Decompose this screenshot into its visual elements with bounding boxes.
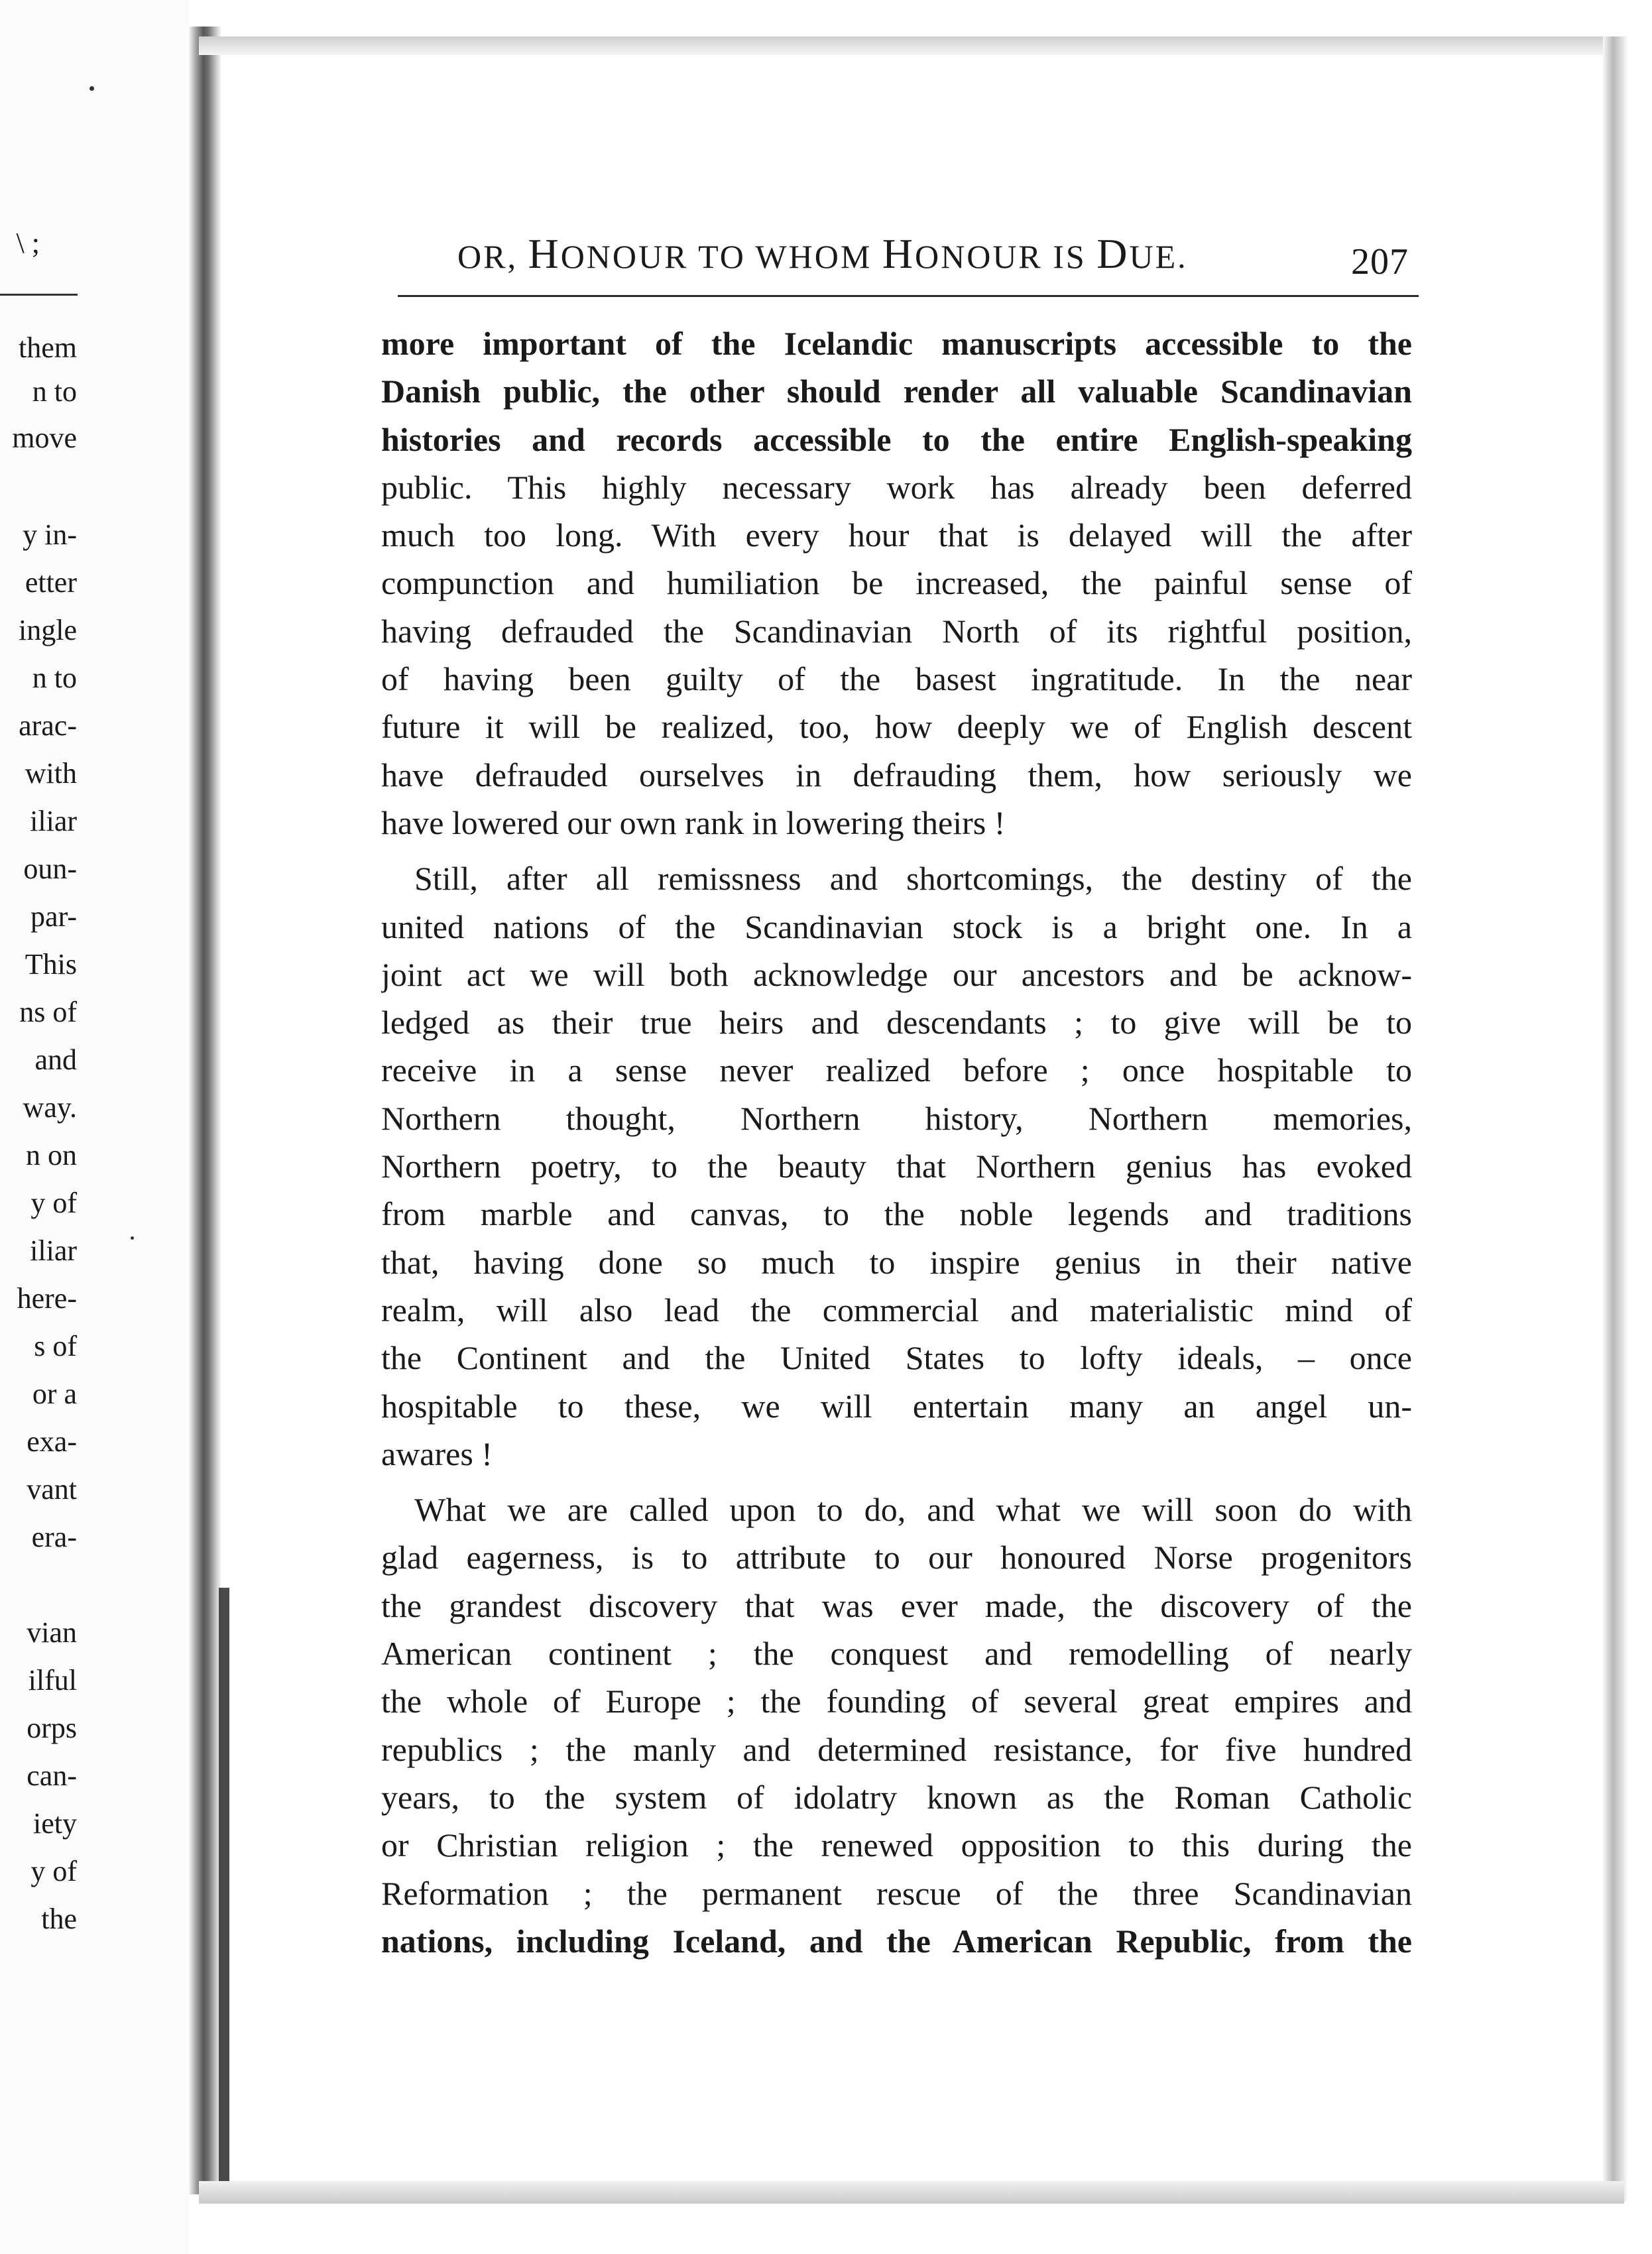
left-page-fragment: n on <box>26 1139 77 1171</box>
left-page-fragment: par- <box>30 900 77 933</box>
text-line: nations, including Iceland, and the American Republic, from the <box>381 1922 1412 1960</box>
left-page-fragment: and <box>34 1043 77 1076</box>
left-page-fragment: ingle <box>19 614 77 646</box>
left-page-fragment: s of <box>34 1330 77 1362</box>
left-page-fragment: or a <box>32 1378 77 1410</box>
page-top-edge <box>199 36 1618 55</box>
left-page-fragment: n to <box>32 662 77 694</box>
left-page-fragment: vant <box>27 1473 77 1506</box>
text-line: compunction and humiliation be increased, the painful sense of <box>381 564 1412 602</box>
text-line: that, having done so much to inspire genius in their native <box>381 1243 1412 1281</box>
page-number: 207 <box>1351 241 1409 282</box>
left-page-fragment: the <box>41 1903 77 1935</box>
book-binding-shadow <box>189 27 221 2194</box>
text-line: Still, after all remissness and shortcomings, the destiny of the <box>414 860 1412 898</box>
left-page-fragment: etter <box>25 566 77 599</box>
paragraph-2 <box>381 855 1412 1478</box>
text-line: have lowered our own rank in lowering theirs ! <box>381 803 1006 841</box>
text-line: much too long. With every hour that is delayed will the after <box>381 516 1412 554</box>
left-page-fragment: \ ; <box>16 227 40 259</box>
paragraph-1 <box>381 320 1412 847</box>
text-line: hospitable to these, we will entertain many an angel un- <box>381 1387 1412 1425</box>
text-line: Reformation ; the permanent rescue of the three Scandinavian <box>381 1874 1412 1912</box>
running-head-words: UE. <box>1129 238 1188 275</box>
page-bottom-edge <box>199 2181 1624 2204</box>
running-head-initial: H <box>882 230 915 277</box>
left-page-fragment: move <box>12 422 77 454</box>
left-page-fragment: era- <box>31 1521 77 1553</box>
text-line: glad eagerness, is to attribute to our honoured Norse progenitors <box>381 1539 1412 1576</box>
text-line: or Christian religion ; the renewed opposition to this during the <box>381 1826 1412 1864</box>
text-line: histories and records accessible to the entire English-speaking <box>381 420 1412 458</box>
left-page-rule <box>0 294 78 296</box>
running-head-words: ONOUR IS <box>915 238 1097 275</box>
text-line: from marble and canvas, to the noble legends and traditions <box>381 1195 1412 1233</box>
text-line: Northern poetry, to the beauty that Northern genius has evoked <box>381 1148 1412 1185</box>
left-page-fragments <box>0 0 192 2254</box>
text-line: awares ! <box>381 1435 493 1472</box>
left-page-fragment: This <box>25 948 77 980</box>
header-rule <box>398 295 1419 297</box>
left-page-fragment: arac- <box>19 709 77 742</box>
left-page-fragment: ilful <box>28 1664 77 1696</box>
left-page-fragment: n to <box>32 375 77 408</box>
text-line: future it will be realized, too, how deeply we of English descent <box>381 708 1412 746</box>
running-head-initial: H <box>528 230 561 277</box>
left-page-fragment: ns of <box>19 996 77 1028</box>
running-head-words: ONOUR TO WHOM <box>560 238 882 275</box>
left-page-fragment: with <box>25 757 77 790</box>
left-page-fragment: exa- <box>27 1425 77 1458</box>
text-line: republics ; the manly and determined resistance, for five hundred <box>381 1730 1412 1768</box>
text-line: the grandest discovery that was ever made, the discovery of the <box>381 1586 1412 1624</box>
text-line: the whole of Europe ; the founding of several great empires and <box>381 1683 1412 1720</box>
left-page-fragment: vian <box>27 1616 77 1649</box>
binding-dark-band <box>219 1588 229 2188</box>
text-line: have defrauded ourselves in defrauding them, how seriously we <box>381 756 1412 794</box>
text-line: united nations of the Scandinavian stock is a bright one. In a <box>381 908 1412 945</box>
text-line: more important of the Icelandic manuscripts accessible to the <box>381 325 1412 362</box>
left-page-fragment: y of <box>30 1855 77 1887</box>
left-page-fragment: them <box>19 331 77 364</box>
text-line: receive in a sense never realized before ; once hospitable to <box>381 1051 1412 1089</box>
paragraph-gap <box>381 1478 1412 1486</box>
body-text <box>381 320 1412 1965</box>
running-head-initial: D <box>1096 230 1130 277</box>
left-page-fragment: way. <box>23 1091 77 1124</box>
text-line: public. This highly necessary work has already been deferred <box>381 468 1412 506</box>
text-line: years, to the system of idolatry known as the Roman Catholic <box>381 1778 1412 1816</box>
text-line: Northern thought, Northern history, Northern memories, <box>381 1099 1412 1137</box>
left-page-fragment: iliar <box>30 805 77 837</box>
text-line: American continent ; the conquest and remodelling of nearly <box>381 1635 1412 1673</box>
page-right-edge <box>1603 36 1628 2201</box>
left-page-fragment: iliar <box>30 1234 77 1267</box>
left-page-fragment: orps <box>27 1712 77 1744</box>
left-page-fragment: y of <box>30 1187 77 1219</box>
text-line: What we are called upon to do, and what we will soon do with <box>414 1491 1412 1529</box>
running-head <box>457 231 1419 277</box>
text-line: realm, will also lead the commercial and materialistic mind of <box>381 1291 1412 1329</box>
text-line: ledged as their true heirs and descendants ; to give will be to <box>381 1004 1412 1041</box>
left-page-fragment: y in- <box>23 518 77 551</box>
text-line: of having been guilty of the basest ingratitude. In the near <box>381 660 1412 698</box>
text-line: Danish public, the other should render all valuable Scandinavian <box>381 373 1412 410</box>
text-line: joint act we will both acknowledge our ancestors and be acknow- <box>381 955 1412 993</box>
running-head-prefix: OR, <box>457 238 528 275</box>
text-line: having defrauded the Scandinavian North of its rightful position, <box>381 612 1412 650</box>
paragraph-gap <box>381 847 1412 855</box>
left-page-fragment: oun- <box>23 853 77 885</box>
left-page-fragment: here- <box>17 1282 77 1315</box>
paragraph-3 <box>381 1486 1412 1965</box>
left-page-fragment: can- <box>27 1759 77 1792</box>
left-page-fragment: iety <box>33 1807 77 1840</box>
text-line: the Continent and the United States to lofty ideals, – once <box>381 1339 1412 1377</box>
